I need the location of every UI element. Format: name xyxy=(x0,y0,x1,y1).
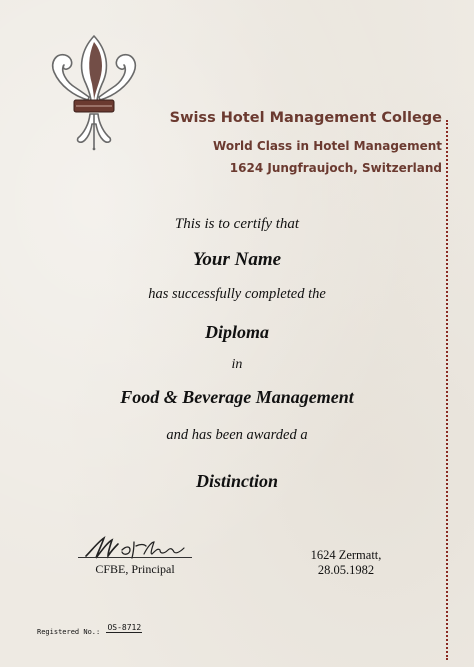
award-type: Diploma xyxy=(204,322,269,342)
registration xyxy=(37,623,142,636)
registration-label: Registered No.: xyxy=(37,628,101,636)
college-name: Swiss Hotel Management College xyxy=(169,110,442,126)
signature-line xyxy=(78,557,192,558)
certify-line: This is to certify that xyxy=(174,216,300,232)
college-address: 1624 Jungfraujoch, Switzerland xyxy=(229,161,442,175)
subject-title: Food & Beverage Management xyxy=(120,387,354,407)
awarded-line: and has been awarded a xyxy=(166,427,308,443)
in-word: in xyxy=(231,357,243,372)
fleur-de-lis-icon xyxy=(48,34,140,152)
signatory-title: CFBE, Principal xyxy=(95,562,175,576)
recipient-name: Your Name xyxy=(192,249,282,270)
issue-place-date xyxy=(290,548,402,578)
honor-title: Distinction xyxy=(195,471,279,491)
issue-place: 1624 Zermatt, xyxy=(310,548,382,562)
college-tagline: World Class in Hotel Management xyxy=(213,139,442,153)
registration-number: OS-8712 xyxy=(107,623,142,632)
completed-line: has successfully completed the xyxy=(148,286,326,302)
issue-date: 28.05.1982 xyxy=(317,563,375,577)
